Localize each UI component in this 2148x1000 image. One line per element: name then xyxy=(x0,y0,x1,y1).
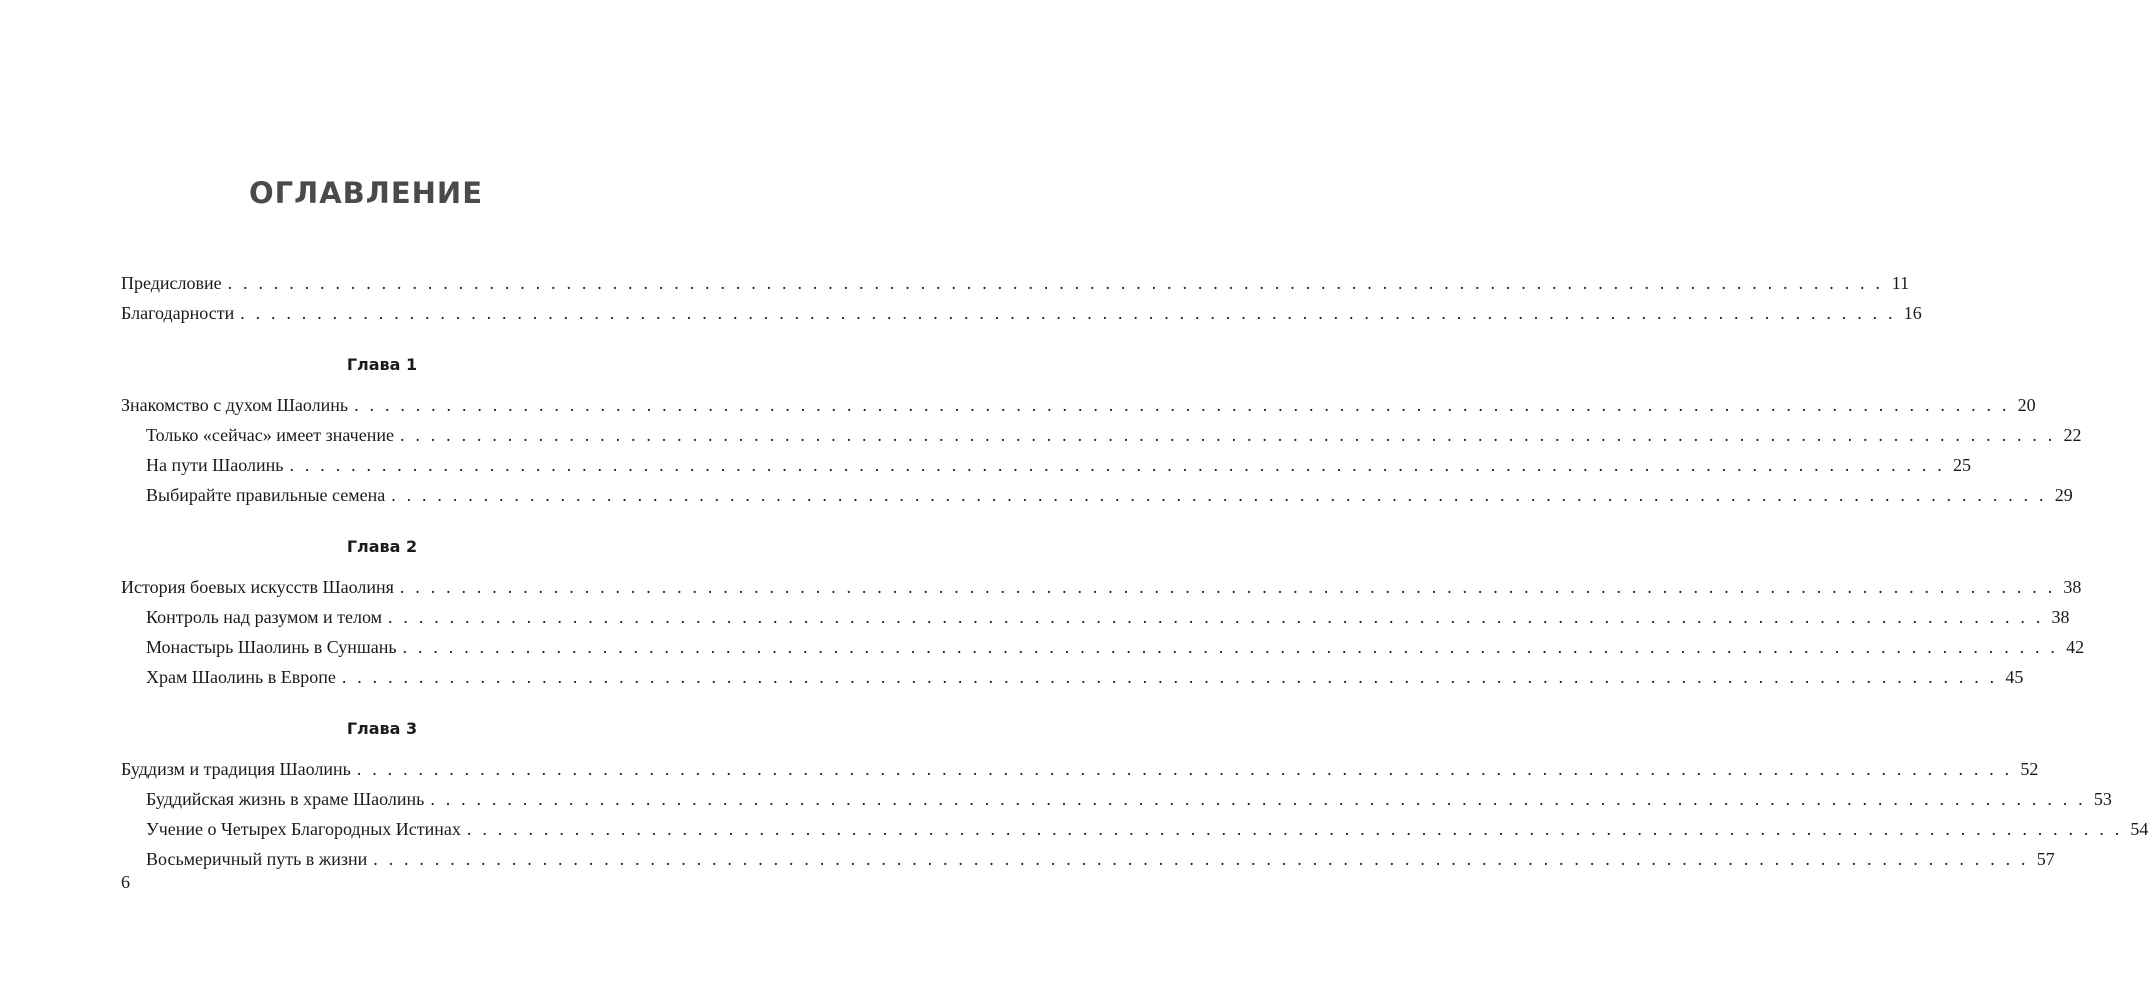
dot-leader: . . . . . . . . . . . . . . . . . . . . . . . . . . . . . . . . . . . . . . . . . . . . . . . . . . . . . . . . . . . . . . . . . . . . . . . . . . . . . . . . . . . . . . . . . . . . . . . . . . . . . . . . . . . . xyxy=(402,637,2059,657)
page-number: 6 xyxy=(121,872,130,892)
toc-entry-page: 16 xyxy=(1903,303,1922,323)
toc-subentry[interactable] xyxy=(121,784,2112,814)
toc-subentry[interactable] xyxy=(121,450,1971,480)
dot-leader: . . . . . . . . . . . . . . . . . . . . . . . . . . . . . . . . . . . . . . . . . . . . . . . . . . . . . . . . . . . . . . . . . . . . . . . . . . . . . . . . . . . . . . . . . . . . . . . . . . . . . . . . . . . . xyxy=(227,273,1884,293)
toc-entry-acknowledgements[interactable] xyxy=(121,298,1922,328)
toc-entry-page: 54 xyxy=(2130,819,2148,839)
toc-entry-label: Предисловие xyxy=(121,273,222,293)
dot-leader: . . . . . . . . . . . . . . . . . . . . . . . . . . . . . . . . . . . . . . . . . . . . . . . . . . . . . . . . . . . . . . . . . . . . . . . . . . . . . . . . . . . . . . . . . . . . . . . . . . . . . . . . . . . . xyxy=(354,395,2010,415)
dot-leader: . . . . . . . . . . . . . . . . . . . . . . . . . . . . . . . . . . . . . . . . . . . . . . . . . . . . . . . . . . . . . . . . . . . . . . . . . . . . . . . . . . . . . . . . . . . . . . . . . . . . . . . . . . . . xyxy=(240,303,1896,323)
toc-entry-label: На пути Шаолинь xyxy=(146,455,284,475)
toc-entry-page: 25 xyxy=(1953,455,1971,475)
toc-entry-page: 29 xyxy=(2054,485,2073,505)
toc-entry-page: 11 xyxy=(1891,273,1910,293)
chapter-heading-3: Глава 3 xyxy=(346,719,418,738)
page-title: ОГЛАВЛЕНИЕ xyxy=(248,176,483,210)
toc-entry-label: Выбирайте правильные семена xyxy=(146,485,386,505)
toc-entry-page: 53 xyxy=(2093,789,2112,809)
dot-leader: . . . . . . . . . . . . . . . . . . . . . . . . . . . . . . . . . . . . . . . . . . . . . . . . . . . . . . . . . . . . . . . . . . . . . . . . . . . . . . . . . . . . . . . . . . . . . . . . . . . . . . . . . . . . xyxy=(391,485,2047,505)
dot-leader: . . . . . . . . . . . . . . . . . . . . . . . . . . . . . . . . . . . . . . . . . . . . . . . . . . . . . . . . . . . . . . . . . . . . . . . . . . . . . . . . . . . . . . . . . . . . . . . . . . . . . . . . . . . . xyxy=(430,789,2086,809)
toc-entry-page: 38 xyxy=(2063,577,2082,597)
toc-entry[interactable] xyxy=(121,572,2082,602)
chapter-heading-1: Глава 1 xyxy=(346,355,418,374)
toc-entry-page: 42 xyxy=(2066,637,2085,657)
toc-entry[interactable] xyxy=(121,390,2036,420)
toc-entry-label: Восьмеричный путь в жизни xyxy=(146,849,368,869)
toc-entry-page: 22 xyxy=(2063,425,2082,445)
chapter-heading-2: Глава 2 xyxy=(346,537,418,556)
toc-entry-label: Знакомство с духом Шаолинь xyxy=(121,395,349,415)
dot-leader: . . . . . . . . . . . . . . . . . . . . . . . . . . . . . . . . . . . . . . . . . . . . . . . . . . . . . . . . . . . . . . . . . . . . . . . . . . . . . . . . . . . . . . . . . . . . . . . . . . . . . . . . . . . . xyxy=(289,455,1945,475)
dot-leader: . . . . . . . . . . . . . . . . . . . . . . . . . . . . . . . . . . . . . . . . . . . . . . . . . . . . . . . . . . . . . . . . . . . . . . . . . . . . . . . . . . . . . . . . . . . . . . . . . . . . . . . . . . . . xyxy=(399,425,2056,445)
dot-leader: . . . . . . . . . . . . . . . . . . . . . . . . . . . . . . . . . . . . . . . . . . . . . . . . . . . . . . . . . . . . . . . . . . . . . . . . . . . . . . . . . . . . . . . . . . . . . . . . . . . . . . . . . . . . xyxy=(341,667,1998,687)
toc-subentry[interactable] xyxy=(121,632,2085,662)
toc-entry-label: Только «сейчас» имеет значение xyxy=(146,425,394,445)
toc-subentry[interactable] xyxy=(121,662,2024,692)
toc-entry-preface[interactable] xyxy=(121,268,1910,298)
toc-subentry[interactable] xyxy=(121,420,2082,450)
dot-leader: . . . . . . . . . . . . . . . . . . . . . . . . . . . . . . . . . . . . . . . . . . . . . . . . . . . . . . . . . . . . . . . . . . . . . . . . . . . . . . . . . . . . . . . . . . . . . . . . . . . . . . . . . . . . xyxy=(356,759,2013,779)
toc-entry-page: 20 xyxy=(2017,395,2036,415)
toc-entry-page: 45 xyxy=(2005,667,2024,687)
toc-entry-label: Буддийская жизнь в храме Шаолинь xyxy=(146,789,425,809)
dot-leader: . . . . . . . . . . . . . . . . . . . . . . . . . . . . . . . . . . . . . . . . . . . . . . . . . . . . . . . . . . . . . . . . . . . . . . . . . . . . . . . . . . . . . . . . . . . . . . . . . . . . . . . . . . . . xyxy=(399,577,2056,597)
table-of-contents xyxy=(121,268,2148,874)
toc-entry-page: 52 xyxy=(2020,759,2039,779)
toc-subentry[interactable] xyxy=(121,602,2070,632)
toc-entry-label: История боевых искусств Шаолиня xyxy=(121,577,394,597)
dot-leader: . . . . . . . . . . . . . . . . . . . . . . . . . . . . . . . . . . . . . . . . . . . . . . . . . . . . . . . . . . . . . . . . . . . . . . . . . . . . . . . . . . . . . . . . . . . . . . . . . . . . . . . . . . . . xyxy=(373,849,2029,869)
toc-entry-label: Буддизм и традиция Шаолинь xyxy=(121,759,351,779)
toc-entry-page: 57 xyxy=(2036,849,2055,869)
toc-entry-label: Монастырь Шаолинь в Суншань xyxy=(146,637,397,657)
toc-entry-label: Благодарности xyxy=(121,303,235,323)
toc-subentry[interactable] xyxy=(121,844,2055,874)
toc-subentry[interactable] xyxy=(121,480,2073,510)
toc-entry-label: Контроль над разумом и телом xyxy=(146,607,383,627)
dot-leader: . . . . . . . . . . . . . . . . . . . . . . . . . . . . . . . . . . . . . . . . . . . . . . . . . . . . . . . . . . . . . . . . . . . . . . . . . . . . . . . . . . . . . . . . . . . . . . . . . . . . . . . . . . . . xyxy=(388,607,2044,627)
toc-entry-page: 38 xyxy=(2051,607,2070,627)
toc-entry-label: Храм Шаолинь в Европе xyxy=(146,667,336,687)
toc-subentry[interactable] xyxy=(121,814,2148,844)
toc-entry[interactable] xyxy=(121,754,2039,784)
toc-entry-label: Учение о Четырех Благородных Истинах xyxy=(146,819,461,839)
dot-leader: . . . . . . . . . . . . . . . . . . . . . . . . . . . . . . . . . . . . . . . . . . . . . . . . . . . . . . . . . . . . . . . . . . . . . . . . . . . . . . . . . . . . . . . . . . . . . . . . . . . . . . . . . . . . xyxy=(466,819,2123,839)
